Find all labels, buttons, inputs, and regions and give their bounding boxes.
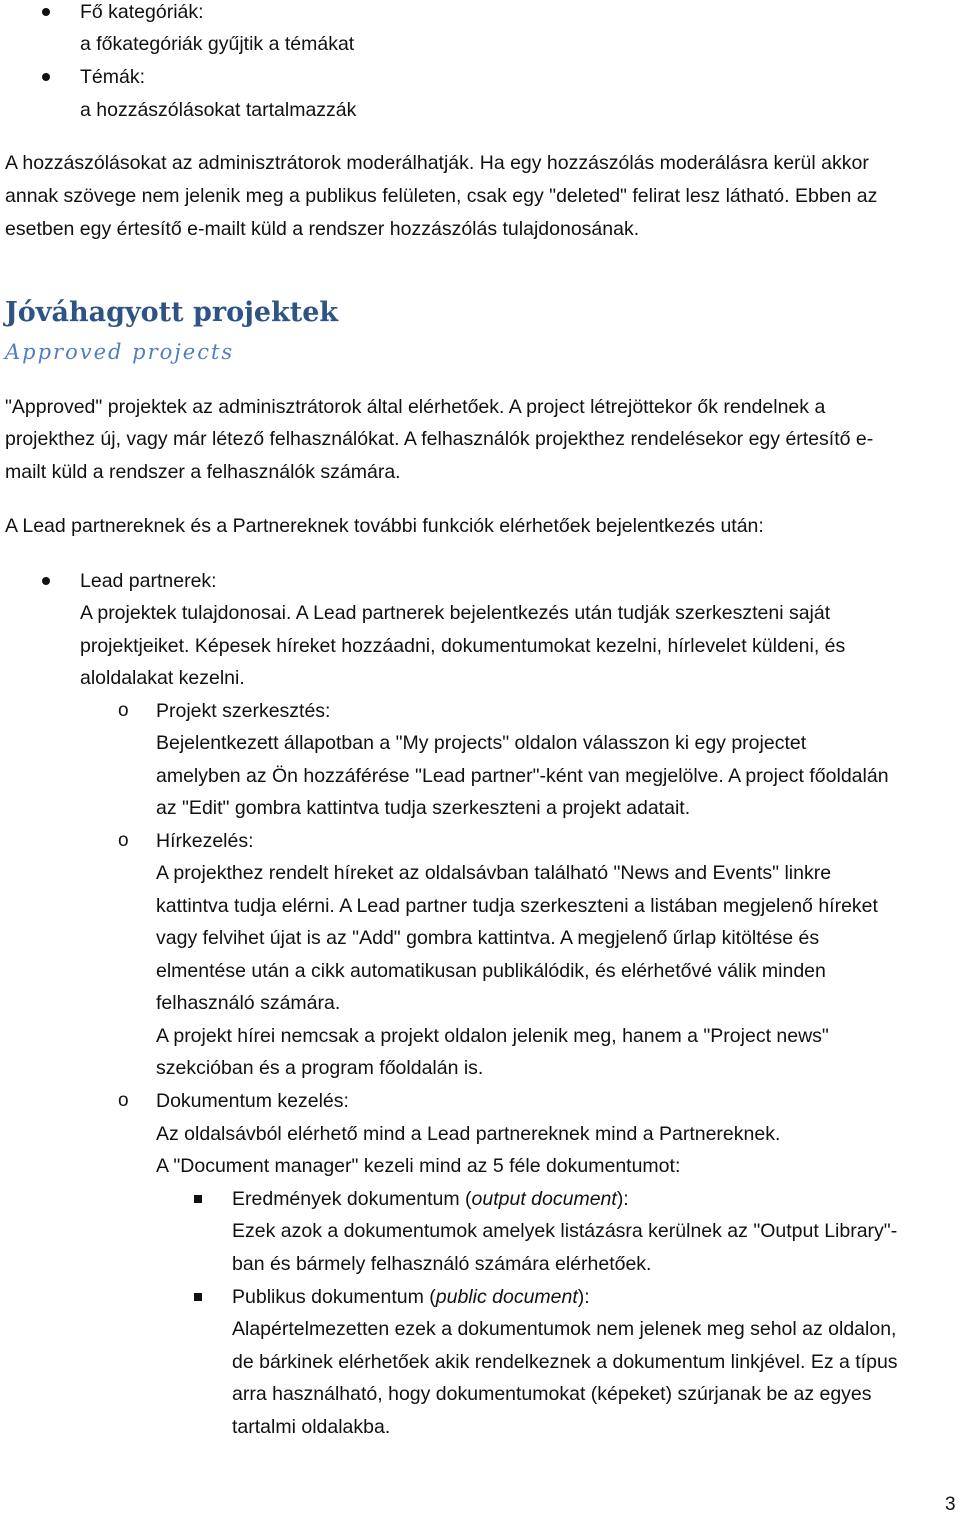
paragraph-line: A Lead partnereknek és a Partnereknek további funkciók elérhetőek bejelentkezés után: (5, 515, 764, 537)
list-item-line: A projektek tulajdonosai. A Lead partnerek bejelentkezés után tudják szerkeszteni saját (80, 602, 831, 624)
paragraph-line: projekthez új, vagy már létező felhasználókat. A felhasználók projekthez rendelésekor egy értesítő e- (5, 428, 874, 450)
sublist-item-title: Hírkezelés: (156, 830, 254, 852)
doc-type-title-italic: public document (435, 1286, 578, 1308)
sublist-item-line: A projekt hírei nemcsak a projekt oldalon jelenik meg, hanem a "Project news" (156, 1025, 829, 1047)
doc-type-line: Alapértelmezetten ezek a dokumentumok nem jelenek meg sehol az oldalon, (232, 1318, 897, 1340)
sublist-item-line: A "Document manager" kezeli mind az 5 féle dokumentumot: (156, 1155, 681, 1177)
sublist-item-line: Bejelentkezett állapotban a "My projects" oldalon válasszon ki egy projectet (156, 732, 807, 754)
doc-type-title-text: ): (577, 1286, 590, 1308)
doc-type-title-text: ): (616, 1188, 629, 1210)
bullet-disc (42, 577, 50, 585)
list-item-desc: a főkategóriák gyűjtik a témákat (80, 33, 355, 55)
bullet-disc (42, 8, 50, 16)
paragraph-line: A hozzászólásokat az adminisztrátorok moderálhatják. Ha egy hozzászólás moderálásra kerül akkor (5, 152, 869, 174)
sublist-item-line: felhasználó számára. (156, 992, 341, 1014)
list-item-title: Lead partnerek: (80, 570, 217, 592)
section-title: Jóváhagyott projektek (5, 297, 339, 328)
sublist-item-title: Dokumentum kezelés: (156, 1090, 349, 1112)
doc-type-line: tartalmi oldalakba. (232, 1416, 391, 1438)
sublist-item-line: elmentése után a cikk automatikusan publikálódik, és elérhetővé válik minden (156, 960, 826, 982)
list-item-line: projektjeiket. Képesek híreket hozzáadni, dokumentumokat kezelni, hírlevelet küldeni, és (80, 635, 846, 657)
sublist-item-title: Projekt szerkesztés: (156, 700, 331, 722)
bullet-circle: o (118, 700, 129, 721)
doc-type-title (232, 1285, 590, 1309)
sublist-item-line: szekcióban és a program főoldalán is. (156, 1057, 484, 1079)
sublist-item-line: A projekthez rendelt híreket az oldalsávban található "News and Events" linkre (156, 862, 832, 884)
doc-type-line: ban és bármely felhasználó számára elérhetőek. (232, 1253, 652, 1275)
bullet-square (194, 1293, 202, 1301)
doc-type-title (232, 1187, 629, 1211)
bullet-circle: o (118, 1090, 129, 1111)
list-item-desc: a hozzászólásokat tartalmazzák (80, 99, 357, 121)
doc-type-title-text: Eredmények dokumentum ( (232, 1188, 472, 1210)
sublist-item-line: az "Edit" gombra kattintva tudja szerkeszteni a projekt adatait. (156, 797, 691, 819)
sublist-item-line: vagy felvihet újat is az "Add" gombra kattintva. A megjelenő űrlap kitöltése és (156, 927, 820, 949)
paragraph-line: "Approved" projektek az adminisztrátorok által elérhetőek. A project létrejöttekor ők rendelnek a (5, 396, 826, 418)
bullet-square (194, 1195, 202, 1203)
bullet-circle: o (118, 830, 129, 851)
list-item-title: Témák: (80, 66, 146, 88)
sublist-item-line: kattintva tudja elérni. A Lead partner tudja szerkeszteni a listában megjelenő híreket (156, 895, 878, 917)
section-subtitle: Approved projects (5, 340, 235, 364)
doc-type-title-text: Publikus dokumentum ( (232, 1286, 436, 1308)
page-number: 3 (945, 1494, 956, 1515)
doc-type-line: arra használható, hogy dokumentumokat (képeket) szúrjanak be az egyes (232, 1383, 872, 1405)
doc-type-line: de bárkinek elérhetőek akik rendelkeznek a dokumentum linkjével. Ez a típus (232, 1351, 898, 1373)
doc-type-line: Ezek azok a dokumentumok amelyek listázásra kerülnek az "Output Library"- (232, 1220, 898, 1242)
list-item-line: aloldalakat kezelni. (80, 667, 245, 689)
list-item-title: Fő kategóriák: (80, 1, 204, 23)
sublist-item-line: Az oldalsávból elérhető mind a Lead partnereknek mind a Partnereknek. (156, 1123, 781, 1145)
doc-type-title-italic: output document (471, 1188, 617, 1210)
paragraph-line: mailt küld a rendszer a felhasználók számára. (5, 461, 401, 483)
paragraph-line: annak szövege nem jelenik meg a publikus felületen, csak egy "deleted" felirat lesz látható. Ebben az (5, 185, 878, 207)
bullet-disc (42, 73, 50, 81)
sublist-item-line: amelyben az Ön hozzáférése "Lead partner"-ként van megjelölve. A project főoldalán (156, 765, 889, 787)
paragraph-line: esetben egy értesítő e-mailt küld a rendszer hozzászólás tulajdonosának. (5, 218, 640, 240)
